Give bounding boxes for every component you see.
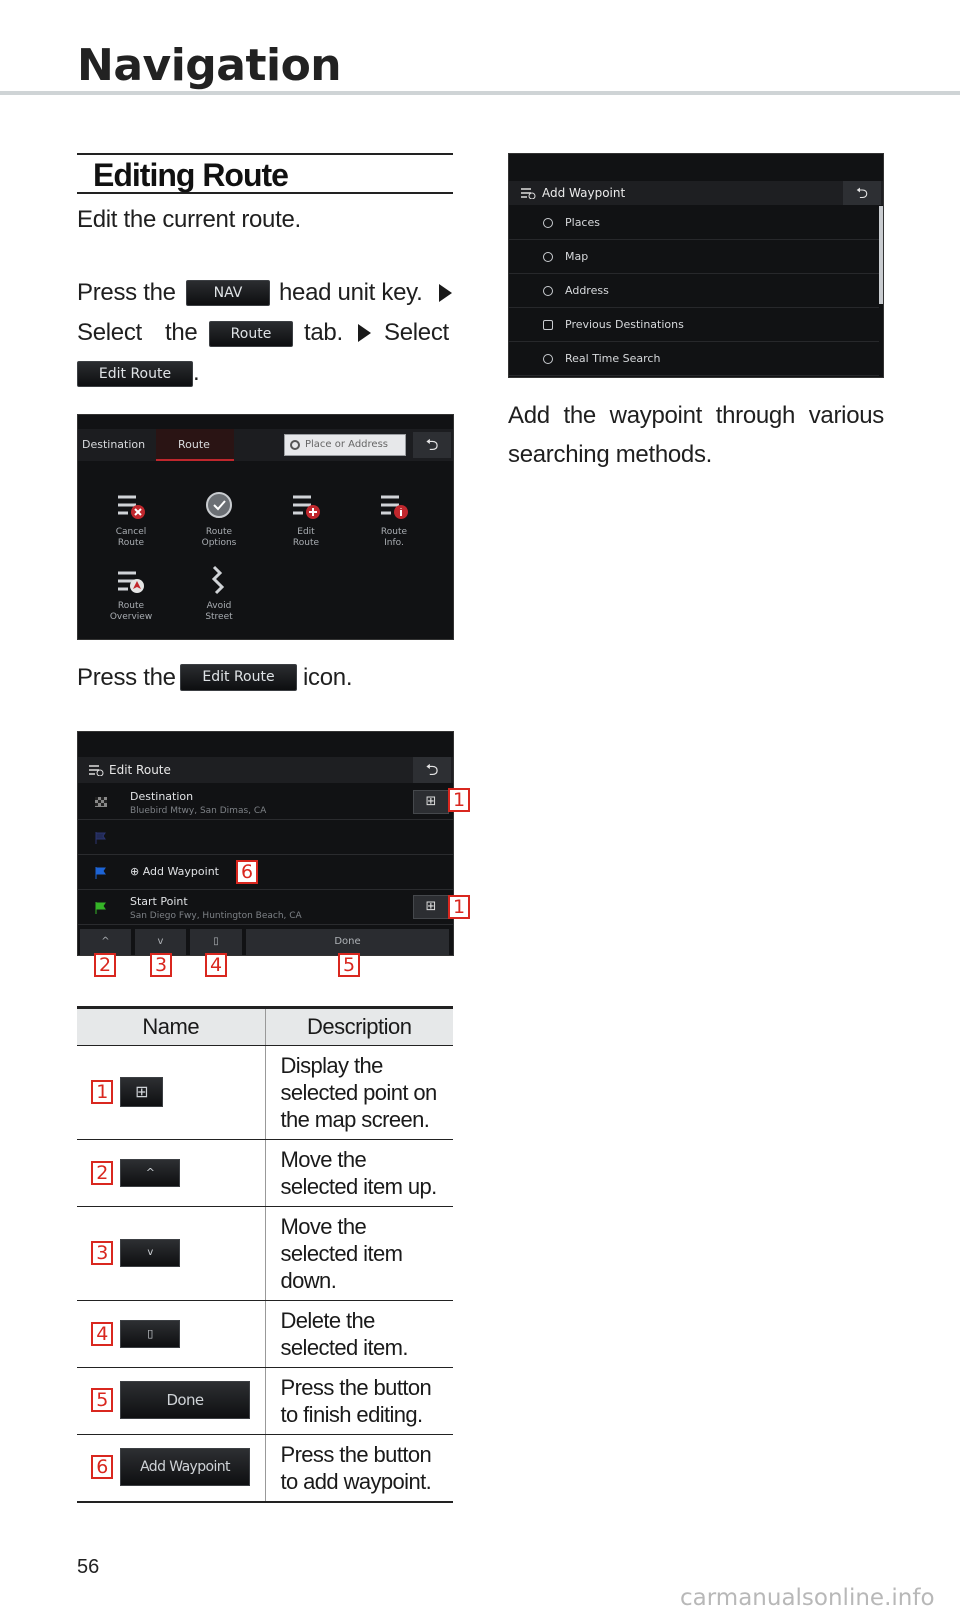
globe-search-icon [543,354,553,364]
green-flag-icon [94,901,108,915]
row-number-badge: 5 [91,1388,113,1412]
table-row [77,1207,453,1301]
row-number-badge: 2 [91,1161,113,1185]
avoid-street-button[interactable] [179,565,259,623]
intro-text: Edit the current route. [77,206,301,233]
start-point-address: San Diego Fwy, Huntington Beach, CA [130,911,302,921]
search-icon [290,440,300,450]
table-row [77,1140,453,1207]
item-line1: Avoid [206,601,232,611]
list-item-map[interactable] [509,240,879,274]
search-input[interactable] [284,434,406,456]
route-options-icon [202,491,236,521]
done-button[interactable]: Done [246,929,449,955]
table-name-cell [77,1140,265,1207]
edit-route-title: Edit Route [109,763,171,777]
list-item-label: Map [565,250,589,263]
button-description-table [77,1006,453,1503]
step2-text-c: Select [384,319,449,346]
callout-badge: 2 [94,953,116,977]
tab-route[interactable]: Route [156,429,234,461]
row-number-badge: 3 [91,1241,113,1265]
callout-badge: 1 [448,788,470,812]
callout-badge: 6 [236,860,258,884]
table-name-cell [77,1046,265,1140]
table-name-cell [77,1368,265,1435]
list-item-previous-destinations[interactable] [509,308,879,342]
edit-route-chip: Edit Route [180,664,297,691]
edit-route-icon [289,491,323,521]
item-line2: Route [117,538,145,548]
move-down-button[interactable]: v [135,929,186,955]
item-line2: Route [292,538,320,548]
table-name-cell [77,1435,265,1503]
table-header-description: Description [265,1008,453,1046]
waypoint-flag-icon [94,831,108,845]
back-button[interactable]: ⮌ [843,181,881,205]
table-desc-cell: Press the button to add waypoint. [265,1435,453,1503]
item-line2: Info. [384,538,404,548]
route-menu-screen [77,414,454,640]
move-up-button[interactable]: ^ [80,929,131,955]
item-line1: Route [380,527,408,537]
scrollbar[interactable] [879,206,883,304]
step1-text-a: Press the [77,279,176,306]
checkered-flag-icon [94,796,108,810]
row-number-badge: 6 [91,1455,113,1479]
section-title: Editing Route [93,157,288,193]
add-waypoint-label: Add Waypoint [142,865,219,878]
add-waypoint-row[interactable] [78,855,453,890]
route-tab-chip: Route [209,321,293,347]
history-icon [543,320,553,330]
move-down-button: v [120,1239,180,1267]
row-number-badge: 1 [91,1080,113,1104]
table-row [77,1368,453,1435]
list-item-label: Places [565,216,600,229]
table-header-name: Name [77,1008,265,1046]
destination-address: Bluebird Mtwy, San Dimas, CA [130,806,267,816]
table-name-cell [77,1301,265,1368]
move-up-button: ^ [120,1159,180,1187]
route-options-button[interactable] [179,491,259,549]
add-waypoint-title: Add Waypoint [542,186,626,200]
list-item-label: Previous Destinations [565,318,684,331]
address-icon [543,286,553,296]
table-desc-cell: Delete the selected item. [265,1301,453,1368]
edit-route-screen [77,731,454,956]
step3-dot: . [193,359,200,386]
route-overview-icon [114,565,148,595]
edit-route-chip: Edit Route [77,361,193,387]
route-overview-button[interactable] [91,565,171,623]
step4-text-a: Press the [77,664,176,691]
table-desc-cell: Move the selected item down. [265,1207,453,1301]
callout-badge: 1 [448,895,470,919]
cancel-route-button[interactable] [91,491,171,549]
table-name-cell [77,1207,265,1301]
section-heading [77,153,453,194]
table-row [77,1301,453,1368]
add-waypoint-screen [508,153,884,378]
table-row [77,1435,453,1503]
waypoint-description: Add the waypoint through various searching methods. [508,402,884,468]
back-button[interactable]: ⮌ [413,757,451,783]
table-row [77,1046,453,1140]
back-button[interactable]: ⮌ [413,432,451,458]
empty-waypoint-row [78,820,453,855]
page-title: Navigation [77,40,342,91]
table-desc-cell: Press the button to finish editing. [265,1368,453,1435]
step4-text-b: icon. [303,664,353,691]
step1-text-b: head unit key. [279,279,423,306]
add-waypoint-icon [520,187,536,199]
nav-key-chip: NAV [186,280,270,306]
callout-badge: 4 [205,953,227,977]
item-line1: Cancel [115,527,147,537]
list-item-label: Address [565,284,609,297]
table-desc-cell: Move the selected item up. [265,1140,453,1207]
arrow-icon [358,324,371,342]
map-icon [543,252,553,262]
delete-button[interactable]: ▯ [190,929,242,955]
table-header-row [77,1008,453,1046]
start-point-row[interactable] [78,890,453,925]
item-line1: Route [117,601,145,611]
tab-destination[interactable]: Destination [82,438,146,451]
callout-badge: 3 [150,953,172,977]
route-info-button[interactable] [354,491,434,549]
start-point-label: Start Point [130,895,188,908]
step2-text-b: tab. [304,319,343,346]
item-line2: Street [205,612,233,622]
item-line2: Options [201,538,237,548]
add-waypoint-button[interactable]: ⊕ Add Waypoint [130,865,219,878]
map-view-button[interactable]: ⊞ [413,790,449,814]
add-waypoint-button: Add Waypoint [120,1448,250,1486]
search-icon [543,218,553,228]
row-number-badge: 4 [91,1322,113,1346]
list-item-places[interactable] [509,206,879,240]
edit-route-icon [88,764,104,776]
search-placeholder: Place or Address [305,439,388,450]
step2-text-the: the [165,319,198,346]
done-button: Done [120,1381,250,1419]
edit-route-button[interactable] [266,491,346,549]
avoid-street-icon [202,565,236,595]
list-item-label: Real Time Search [565,352,661,365]
title-divider [0,91,960,95]
map-view-button: ⊞ [120,1077,163,1107]
page-number: 56 [77,1556,100,1578]
tab-bar [78,429,453,461]
blue-flag-icon [94,866,108,880]
route-info-icon [377,491,411,521]
arrow-icon [439,284,452,302]
delete-button: ▯ [120,1320,180,1348]
destination-label: Destination [130,790,194,803]
step2-text-a: Select [77,319,142,346]
item-line1: Route [205,527,233,537]
map-view-button[interactable]: ⊞ [413,895,449,919]
watermark: carmanualsonline.info [680,1585,935,1611]
destination-row[interactable] [78,785,453,820]
item-line1: Edit [297,527,315,537]
table-desc-cell: Display the selected point on the map screen. [265,1046,453,1140]
list-item-address[interactable] [509,274,879,308]
item-line2: Overview [109,612,153,622]
add-waypoint-header [509,181,883,205]
list-item-real-time-search[interactable] [509,342,879,376]
cancel-route-icon [114,491,148,521]
callout-badge: 5 [338,953,360,977]
edit-route-header [78,757,453,783]
